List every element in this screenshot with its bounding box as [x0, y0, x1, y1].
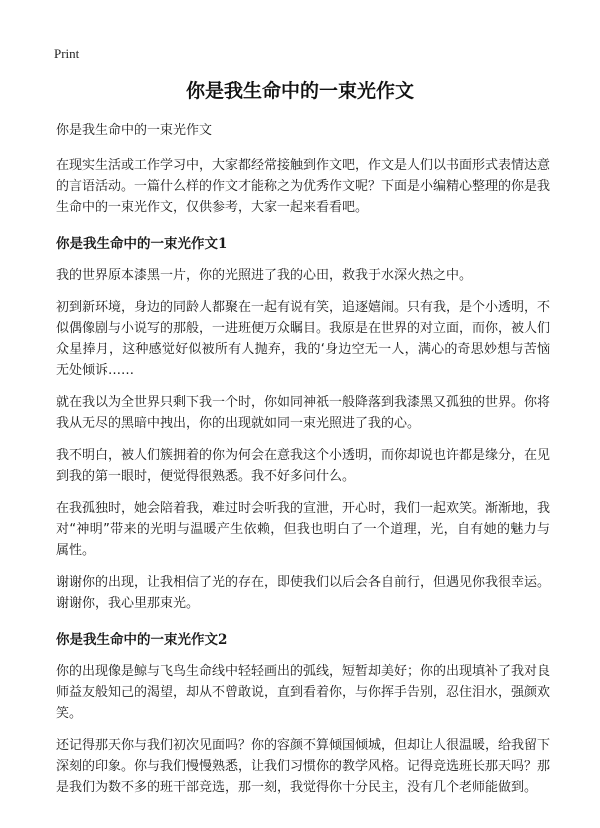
article-subtitle: 你是我生命中的一束光作文: [56, 123, 213, 138]
page-title: 你是我生命中的一束光作文: [185, 80, 414, 102]
essay-1-paragraph: 谢谢你的出现，让我相信了光的存在，即使我们以后会各自前行，但遇见你我很幸运。谢谢你，我心里那束光。: [56, 575, 551, 611]
essay-1-paragraph: 初到新环境，身边的同龄人都聚在一起有说有笑，追逐嬉闹。只有我，是个小透明，不似偶像剧与小说写的那般，一进班便万众瞩目。我原是在世界的对立面，而你，被人们众星捧月，这种感觉好似被所有人抛弃，我的‘身边空无一人，满心的奇思妙想与苦恼无处倾诉……: [56, 300, 551, 378]
print-link[interactable]: Print: [54, 46, 80, 61]
intro-paragraph: 在现实生活或工作学习中，大家都经常接触到作文吧，作文是人们以书面形式表情达意的言语活动。一篇什么样的作文才能称之为优秀作文呢？下面是小编精心整理的你是我生命中的一束光作文，仅供参考，大家一起来看看吧。: [56, 158, 551, 215]
essay-2-heading: 你是我生命中的一束光作文2: [56, 632, 228, 648]
essay-1-paragraph: 就在我以为全世界只剩下我一个时，你如同神祇一般降落到我漆黑又孤独的世界。你将我从无尽的黑暗中拽出，你的出现就如同一束光照进了我的心。: [56, 395, 551, 431]
essay-1-paragraph: 我的世界原本漆黑一片，你的光照进了我的心田，救我于水深火热之中。: [56, 268, 473, 283]
essay-2-paragraph: 你的出现像是鲸与飞鸟生命线中轻轻画出的弧线，短暂却美好；你的出现填补了我对良师益友般知己的渴望，却从不曾敢说，直到看着你，与你挥手告别，忍住泪水，强颜欢笑。: [56, 664, 551, 721]
essay-1-paragraph: 在我孤独时，她会陪着我，难过时会听我的宣泄，开心时，我们一起欢笑。渐渐地，我对“神明”带来的光明与温暖产生依赖，但我也明白了一个道理，光，自有她的魅力与属性。: [56, 501, 551, 558]
article-body: [56, 120, 550, 809]
essay-2-paragraph: 还记得那天你与我们初次见面吗？你的容颜不算倾国倾城，但却让人很温暖，给我留下深刻的印象。你与我们慢慢熟悉，让我们习惯你的教学风格。记得竞选班长那天吗？那是我们为数不多的班干部竞选，那一刻，我觉得你十分民主，没有几个老师能做到。: [56, 738, 551, 795]
essay-1-heading: 你是我生命中的一束光作文1: [56, 236, 228, 252]
essay-1-paragraph: 我不明白，被人们簇拥着的你为何会在意我这个小透明，而你却说也许都是缘分，在见到我的第一眼时，便觉得很熟悉。我不好多问什么。: [56, 448, 551, 484]
